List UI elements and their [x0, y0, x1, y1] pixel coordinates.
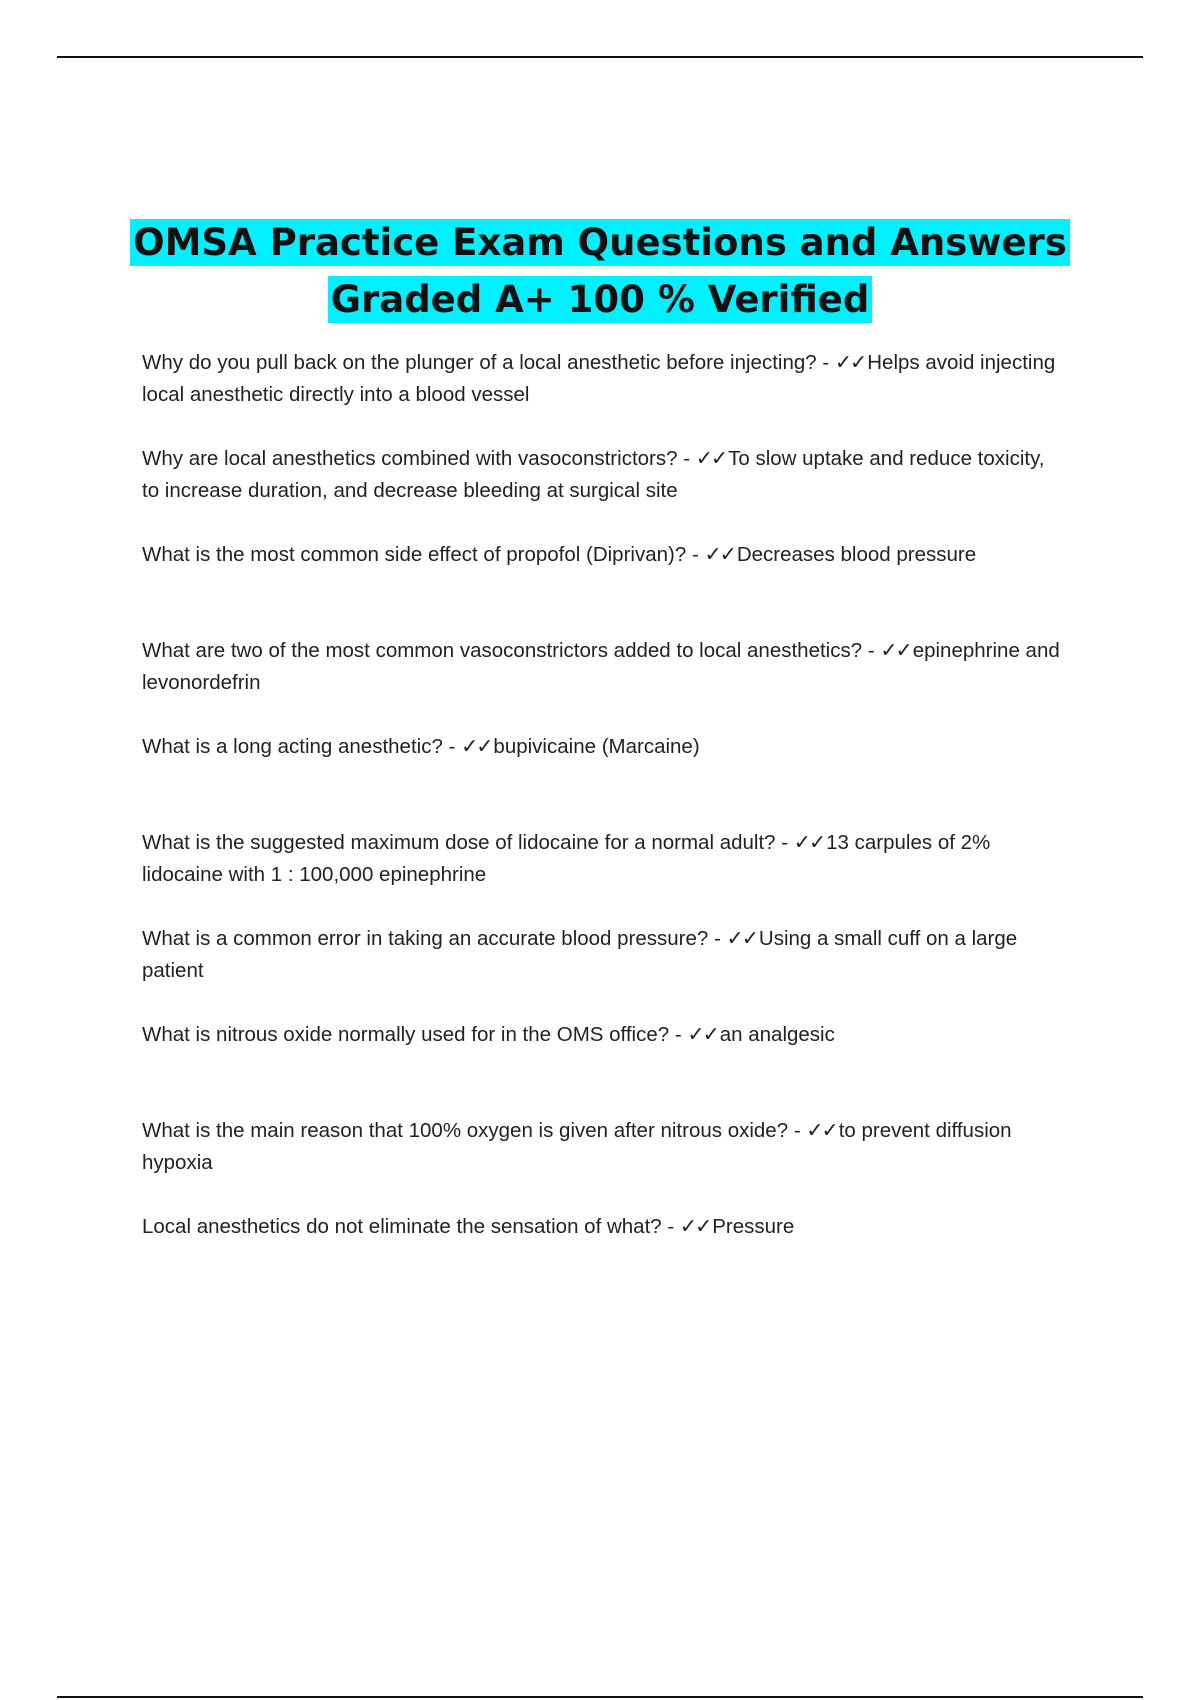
separator: - — [816, 351, 835, 374]
question-text: What is the suggested maximum dose of lidocaine for a normal adult? — [142, 831, 776, 854]
answer-text: 13 carpules of 2% lidocaine with 1 : 100,000 epinephrine — [142, 831, 991, 886]
qa-item — [142, 1019, 1062, 1115]
answer-text: To slow uptake and reduce toxicity, to increase duration, and decrease bleeding at surgical site — [142, 447, 1045, 502]
separator: - — [775, 831, 794, 854]
answer-text: Decreases blood pressure — [736, 543, 977, 566]
double-check-icon: ✓✓ — [726, 927, 757, 950]
qa-item — [142, 1115, 1062, 1211]
separator: - — [686, 543, 705, 566]
answer-text: to prevent diffusion hypoxia — [142, 1119, 1012, 1174]
qa-item — [142, 539, 1062, 635]
qa-item — [142, 635, 1062, 731]
qa-item — [142, 443, 1062, 539]
question-text: What is the most common side effect of propofol (Diprivan)? — [142, 543, 687, 566]
answer-text: bupivicaine (Marcaine) — [493, 735, 700, 758]
separator: - — [661, 1215, 680, 1238]
separator: - — [677, 447, 696, 470]
answer-text: epinephrine and levonordefrin — [142, 639, 1060, 694]
document-title — [0, 214, 1200, 328]
double-check-icon: ✓✓ — [793, 831, 825, 854]
qa-item — [142, 1211, 1062, 1307]
separator: - — [708, 927, 727, 950]
double-check-icon: ✓✓ — [704, 543, 735, 566]
double-check-icon: ✓✓ — [679, 1215, 711, 1238]
qa-list — [142, 347, 1062, 1307]
answer-text: Helps avoid injecting local anesthetic directly into a blood vessel — [142, 351, 1056, 406]
question-text: Why are local anesthetics combined with vasoconstrictors? — [142, 447, 678, 470]
question-text: What is a common error in taking an accurate blood pressure? — [142, 927, 709, 950]
qa-item — [142, 731, 1062, 827]
answer-text: an analgesic — [719, 1023, 835, 1046]
question-text: What is a long acting anesthetic? — [142, 735, 443, 758]
question-text: Why do you pull back on the plunger of a local anesthetic before injecting? — [142, 351, 817, 374]
title-line-2: Graded A+ 100 % Verified — [328, 276, 873, 323]
separator: - — [788, 1119, 807, 1142]
separator: - — [442, 735, 462, 758]
question-text: What are two of the most common vasoconstrictors added to local anesthetics? — [142, 639, 863, 662]
double-check-icon: ✓✓ — [687, 1023, 718, 1046]
qa-item — [142, 923, 1062, 1019]
separator: - — [669, 1023, 688, 1046]
bottom-rule — [57, 1696, 1143, 1698]
answer-text: Using a small cuff on a large patient — [142, 927, 1018, 982]
qa-item — [142, 827, 1062, 923]
top-rule — [57, 56, 1143, 58]
double-check-icon: ✓✓ — [880, 639, 911, 662]
qa-item — [142, 347, 1062, 443]
title-line-1: OMSA Practice Exam Questions and Answers — [130, 219, 1070, 266]
separator: - — [862, 639, 881, 662]
double-check-icon: ✓✓ — [461, 735, 492, 758]
question-text: What is the main reason that 100% oxygen is given after nitrous oxide? — [142, 1119, 789, 1142]
double-check-icon: ✓✓ — [695, 447, 727, 470]
question-text: What is nitrous oxide normally used for in the OMS office? — [142, 1023, 670, 1046]
double-check-icon: ✓✓ — [806, 1119, 837, 1142]
answer-text: Pressure — [712, 1215, 795, 1238]
double-check-icon: ✓✓ — [834, 351, 866, 374]
question-text: Local anesthetics do not eliminate the sensation of what? — [142, 1215, 662, 1238]
